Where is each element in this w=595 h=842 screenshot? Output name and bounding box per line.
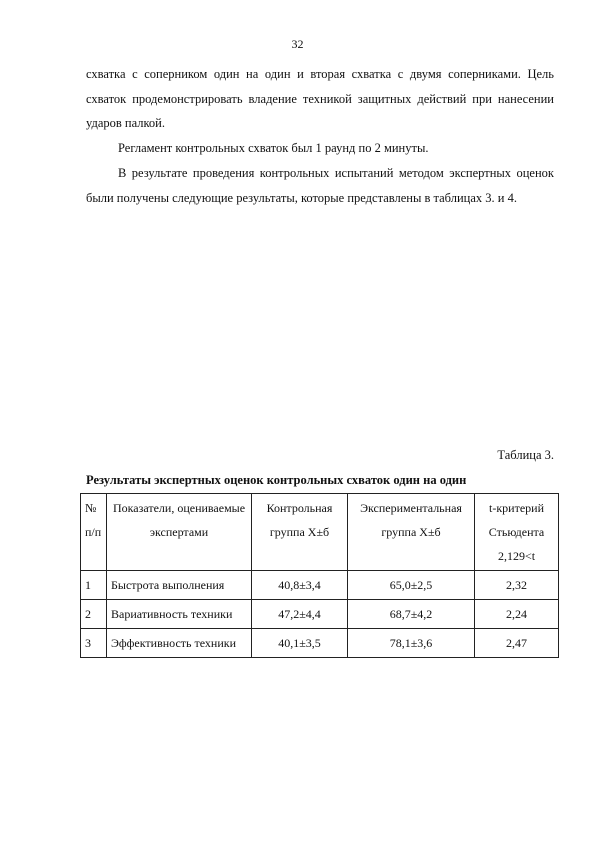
page-number: 32 bbox=[291, 37, 304, 51]
header-control-group: Контрольная группа Х±б bbox=[252, 494, 348, 571]
body-text bbox=[86, 62, 554, 210]
table-header-row bbox=[81, 494, 559, 571]
row-control-value: 40,1±3,5 bbox=[252, 629, 348, 658]
row-control-value: 47,2±4,4 bbox=[252, 600, 348, 629]
table-title: Результаты экспертных оценок контрольных схваток один на один bbox=[86, 473, 467, 487]
table-row bbox=[81, 629, 559, 658]
row-indicator: Эффективность техники bbox=[107, 629, 252, 658]
row-number: 2 bbox=[81, 600, 107, 629]
results-table bbox=[80, 493, 559, 658]
table-caption: Таблица 3. bbox=[497, 448, 554, 462]
row-experimental-value: 65,0±2,5 bbox=[348, 571, 475, 600]
header-indicators: Показатели, оцениваемые экспертами bbox=[107, 494, 252, 571]
header-t-criterion: t-критерий Стьюдента 2,129<t bbox=[475, 494, 559, 571]
paragraph-1: схватка с соперником один на один и вторая схватка с двумя соперниками. Цель схваток продемонстрировать владение техникой защитных действий при нанесении ударов палкой. bbox=[86, 67, 554, 131]
row-experimental-value: 78,1±3,6 bbox=[348, 629, 475, 658]
paragraph-2: Регламент контрольных схваток был 1 раунд по 2 минуты. bbox=[118, 141, 429, 156]
row-indicator: Вариативность техники bbox=[107, 600, 252, 629]
header-experimental-group: Экспериментальная группа Х±б bbox=[348, 494, 475, 571]
row-number: 3 bbox=[81, 629, 107, 658]
row-number: 1 bbox=[81, 571, 107, 600]
header-number: № п/п bbox=[81, 494, 107, 571]
row-experimental-value: 68,7±4,2 bbox=[348, 600, 475, 629]
table-row bbox=[81, 600, 559, 629]
row-t-value: 2,24 bbox=[475, 600, 559, 629]
row-t-value: 2,32 bbox=[475, 571, 559, 600]
row-indicator: Быстрота выполнения bbox=[107, 571, 252, 600]
table-row bbox=[81, 571, 559, 600]
paragraph-3: В результате проведения контрольных испытаний методом экспертных оценок были получены следующие результаты, которые представлены в таблицах 3. и 4. bbox=[86, 165, 554, 205]
row-control-value: 40,8±3,4 bbox=[252, 571, 348, 600]
row-t-value: 2,47 bbox=[475, 629, 559, 658]
